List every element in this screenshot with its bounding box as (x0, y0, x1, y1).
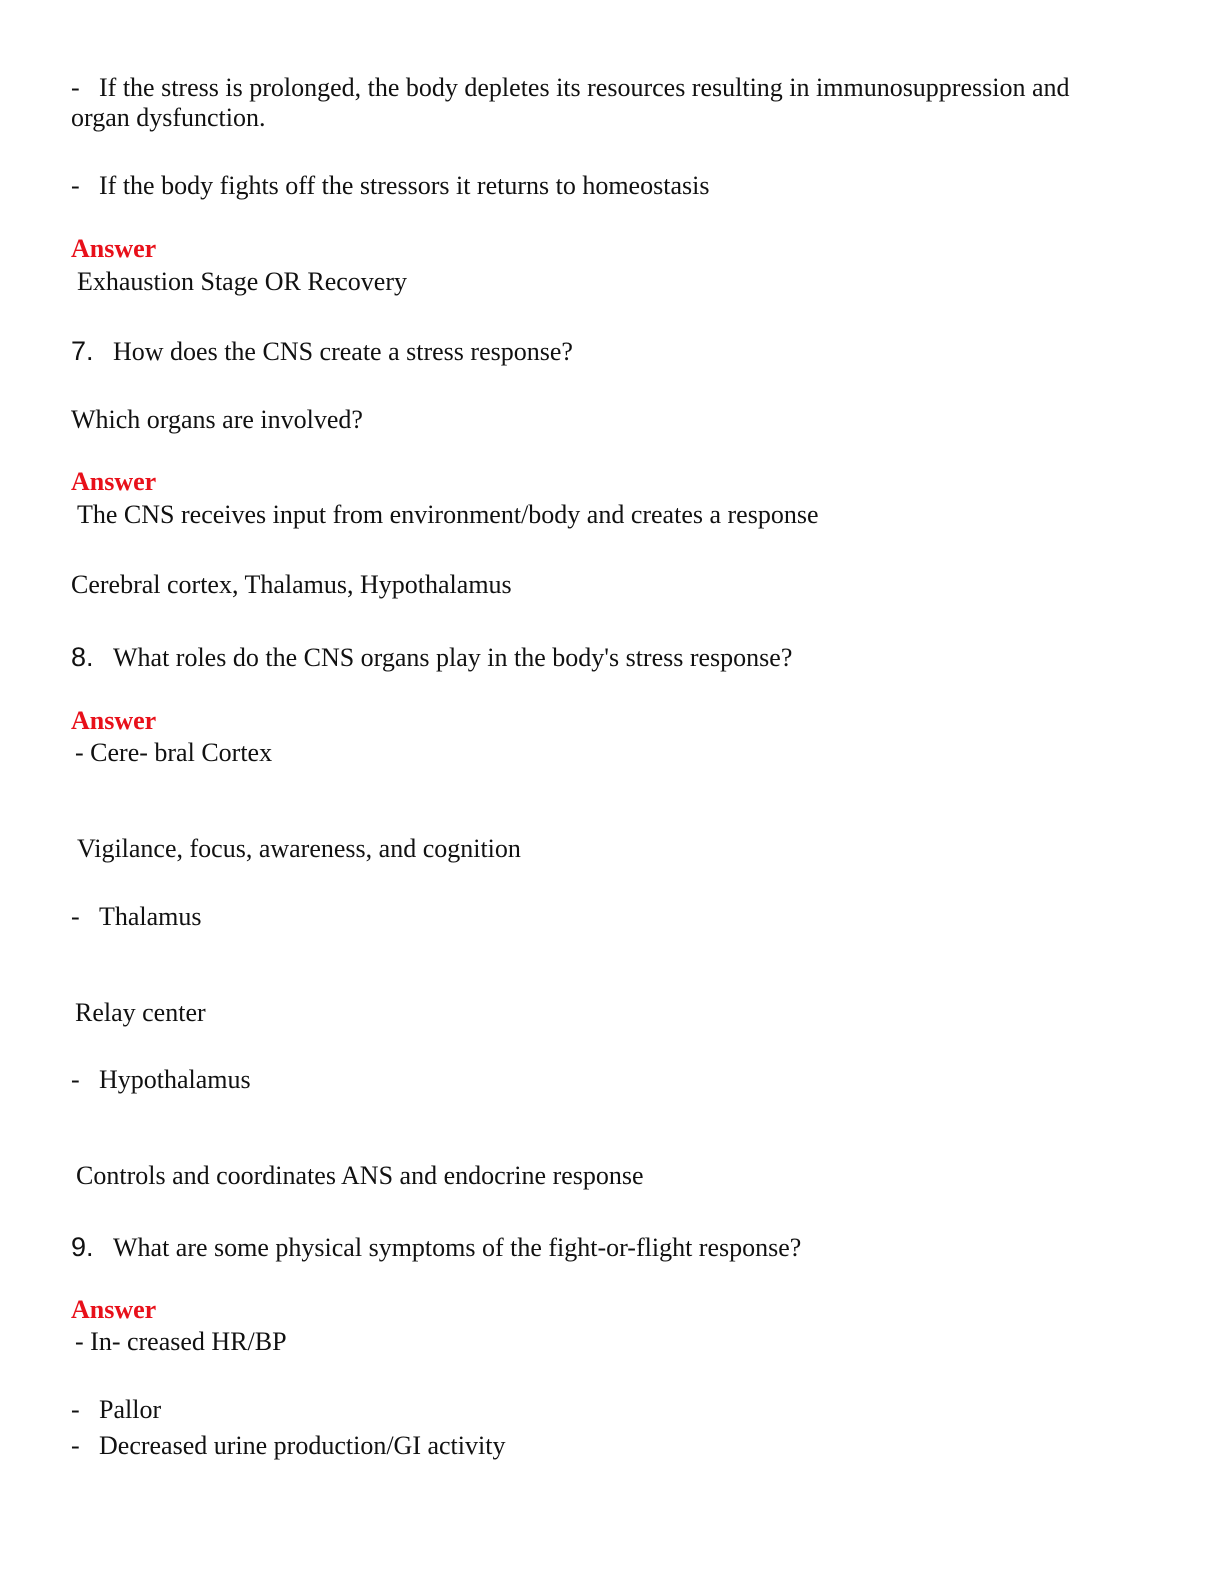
bullet-dash: - (71, 902, 80, 931)
question-text: How does the CNS create a stress response? (113, 337, 573, 366)
question-number: 8. (71, 642, 94, 672)
answer-label: Answer (71, 467, 157, 496)
answer-text: Exhaustion Stage OR Recovery (77, 267, 407, 296)
question-text: What are some physical symptoms of the fight-or-flight response? (113, 1233, 802, 1262)
answer-text: - Cere- bral Cortex (75, 738, 273, 767)
answer-text: Controls and coordinates ANS and endocrine response (76, 1161, 644, 1190)
bullet-pallor (71, 1395, 161, 1425)
bullet-dash: - (71, 171, 80, 200)
answer-text: Cerebral cortex, Thalamus, Hypothalamus (71, 570, 512, 599)
question-number: 9. (71, 1232, 94, 1262)
answer-text: The CNS receives input from environment/body and creates a response (77, 500, 819, 529)
bullet-text: Pallor (99, 1395, 162, 1424)
bullet-text: Hypothalamus (99, 1065, 251, 1094)
bullet-homeostasis (71, 171, 709, 201)
bullet-dash: - (71, 1065, 80, 1094)
bullet-text: Decreased urine production/GI activity (99, 1431, 506, 1460)
question-text: What roles do the CNS organs play in the body's stress response? (113, 643, 793, 672)
answer-text: Relay center (75, 998, 206, 1027)
question-8 (71, 642, 792, 673)
bullet-urine (71, 1431, 505, 1461)
bullet-text: If the body fights off the stressors it returns to homeostasis (99, 171, 710, 200)
bullet-text: Thalamus (99, 902, 202, 931)
answer-label: Answer (71, 234, 157, 263)
bullet-dash: - (71, 1431, 80, 1460)
bullet-dash: - (71, 73, 80, 102)
bullet-text: If the stress is prolonged, the body depletes its resources resulting in immunosuppression and organ dysfunction. (71, 73, 1070, 132)
question-9 (71, 1232, 801, 1263)
question-number: 7. (71, 336, 94, 366)
answer-label: Answer (71, 706, 157, 735)
answer-label: Answer (71, 1295, 157, 1324)
bullet-dash: - (71, 1395, 80, 1424)
bullet-thalamus (71, 902, 202, 932)
answer-text: - In- creased HR/BP (75, 1327, 287, 1356)
question-7-sub: Which organs are involved? (71, 405, 363, 434)
bullet-prolonged-stress (71, 73, 1131, 133)
answer-text: Vigilance, focus, awareness, and cognition (77, 834, 521, 863)
question-7 (71, 336, 573, 367)
bullet-hypothalamus (71, 1065, 251, 1095)
